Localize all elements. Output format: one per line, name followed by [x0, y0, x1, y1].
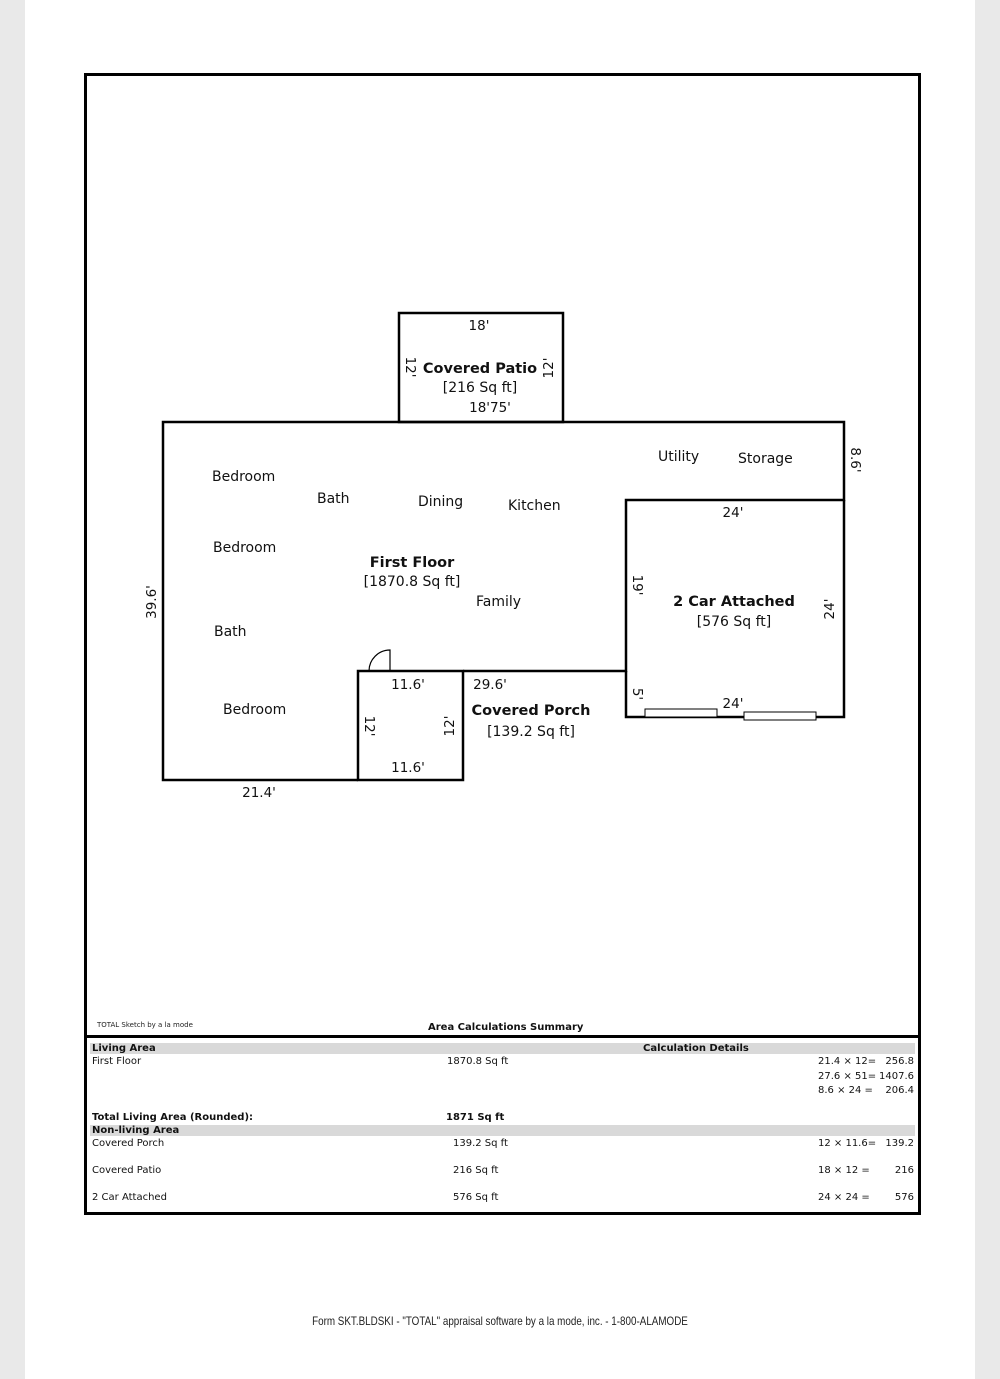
room-bedroom: Bedroom [212, 469, 276, 485]
table-row-area: 139.2 Sq ft [453, 1138, 508, 1149]
table-row-label: 2 Car Attached [92, 1192, 167, 1203]
calc-result: 256.8 [885, 1056, 914, 1067]
dim-patio-left: 12' [402, 356, 418, 378]
garage-door-right [744, 712, 816, 720]
calc-result: 1407.6 [879, 1071, 914, 1082]
room-bedroom: Bedroom [213, 540, 277, 556]
first-floor-size: [1870.8 Sq ft] [363, 574, 461, 590]
garage-size: [576 Sq ft] [696, 614, 772, 630]
table-row-label: Covered Patio [92, 1165, 162, 1176]
dim-garage-top: 24' [722, 505, 744, 521]
area-calculations-table [86, 1035, 919, 1216]
calc-details-header: Calculation Details [643, 1043, 749, 1054]
dim-bottom-left: 21.4' [242, 785, 276, 801]
dim-porch-top: 11.6' [391, 677, 425, 693]
dim-garage-right: 24' [822, 598, 838, 620]
living-area-band [90, 1043, 915, 1054]
dim-garage-lower-left: 5' [629, 687, 645, 701]
area-summary-title: Area Calculations Summary [428, 1022, 584, 1033]
calc-expression: 18 × 12 = [818, 1165, 870, 1176]
calc-result: 216 [894, 1165, 914, 1176]
calc-result: 206.4 [885, 1085, 914, 1096]
room-family: Family [476, 594, 522, 610]
non-living-header: Non-living Area [92, 1125, 180, 1136]
calc-result: 139.2 [885, 1138, 914, 1149]
calc-result: 576 [894, 1192, 914, 1203]
dim-porch-right: 12' [442, 715, 458, 737]
dim-porch-left: 12' [361, 715, 377, 737]
first-floor-title: First Floor [369, 555, 455, 571]
dim-porch-span: 29.6' [473, 677, 507, 693]
covered-porch-title: Covered Porch [471, 703, 591, 719]
room-bath: Bath [317, 491, 350, 507]
room-bedroom: Bedroom [223, 702, 287, 718]
calc-expression: 12 × 11.6= [818, 1138, 877, 1149]
door-swing-icon [369, 650, 390, 671]
room-kitchen: Kitchen [508, 498, 561, 514]
first-floor-label: First Floor [92, 1056, 142, 1067]
total-living-label: Total Living Area (Rounded): [92, 1112, 254, 1123]
total-living-value: 1871 Sq ft [446, 1112, 505, 1123]
covered-patio-title: Covered Patio [422, 361, 538, 377]
non-living-band [90, 1125, 915, 1136]
dim-right-upper: 8.6' [847, 447, 863, 473]
calc-expression: 21.4 × 12= [818, 1056, 877, 1067]
room-bath: Bath [214, 624, 247, 640]
table-row-area: 576 Sq ft [453, 1192, 499, 1203]
covered-patio-size: [216 Sq ft] [442, 380, 518, 396]
dim-patio-right: 12' [541, 357, 557, 379]
dim-garage-bottom: 24' [722, 696, 744, 712]
garage-title: 2 Car Attached [673, 594, 795, 610]
room-dining: Dining [418, 494, 464, 510]
room-utility: Utility [658, 449, 700, 465]
calc-expression: 24 × 24 = [818, 1192, 870, 1203]
room-storage: Storage [738, 451, 793, 467]
first-floor-area: 1870.8 Sq ft [447, 1056, 509, 1067]
table-row-area: 216 Sq ft [453, 1165, 499, 1176]
covered-porch-size: [139.2 Sq ft] [487, 724, 575, 740]
dim-garage-left: 19' [629, 574, 645, 596]
dim-patio-top: 18' [468, 318, 490, 334]
dim-patio-bottom: 18'75' [469, 400, 511, 416]
dim-porch-bottom: 11.6' [391, 760, 425, 776]
calc-expression: 8.6 × 24 = [818, 1085, 873, 1096]
garage-door-left [645, 709, 717, 717]
table-row-label: Covered Porch [92, 1138, 165, 1149]
sketch-credit: TOTAL Sketch by a la mode [97, 1021, 193, 1029]
living-area-header: Living Area [92, 1043, 156, 1054]
dim-left-side: 39.6' [144, 585, 160, 619]
calc-expression: 27.6 × 51= [818, 1071, 877, 1082]
form-footer: Form SKT.BLDSKI - "TOTAL" appraisal software by a la mode, inc. - 1-800-ALAMODE [312, 1314, 688, 1328]
